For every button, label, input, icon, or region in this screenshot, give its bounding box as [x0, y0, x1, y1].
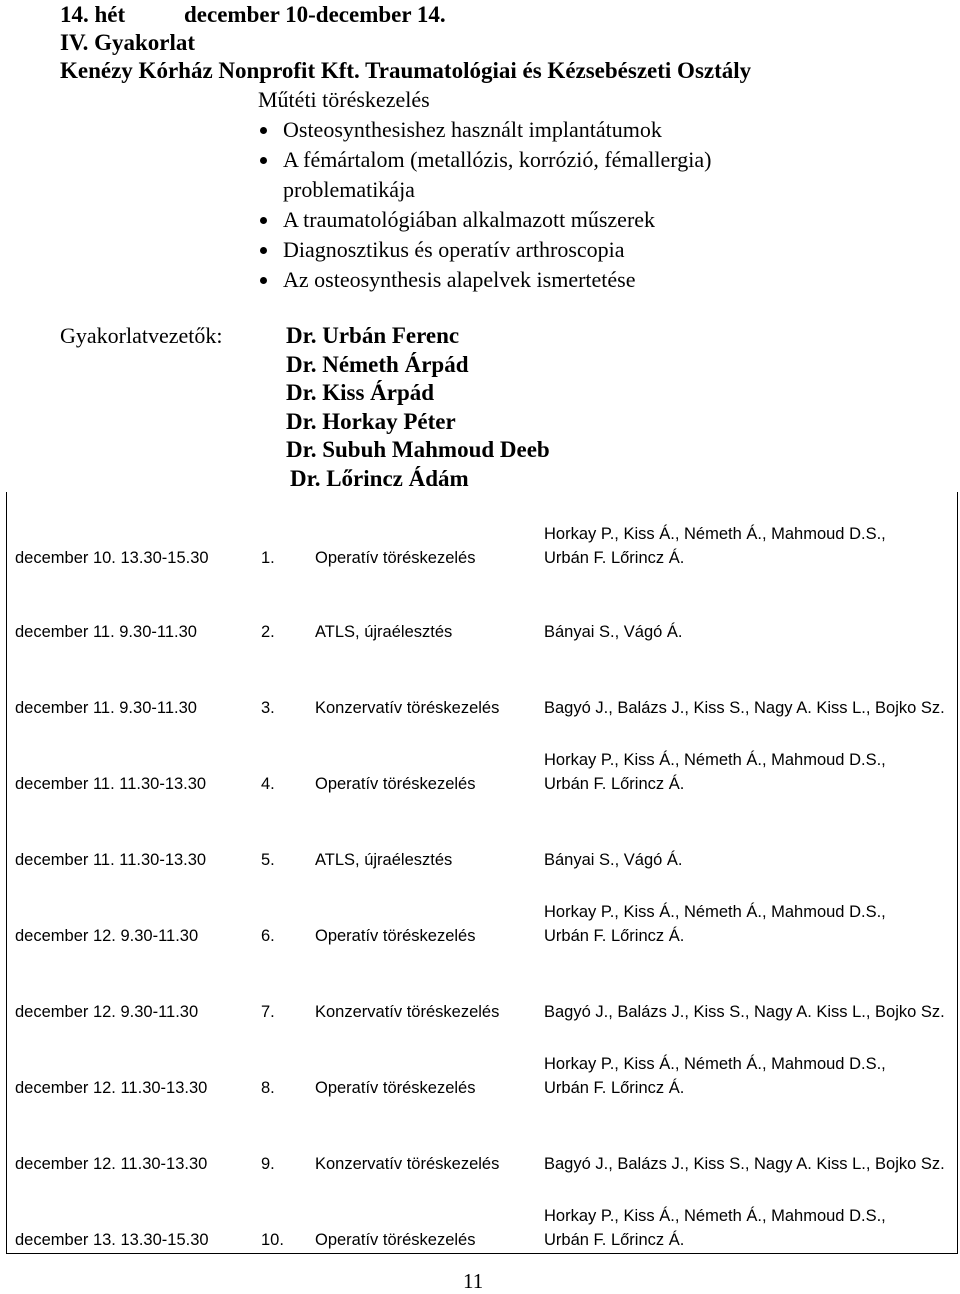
session-number: 2.: [261, 623, 275, 641]
session-leaders: Urbán F. Lőrincz Á.: [544, 1079, 685, 1097]
session-date: december 10. 13.30-15.30: [15, 549, 209, 567]
session-number: 6.: [261, 927, 275, 945]
session-number: 8.: [261, 1079, 275, 1097]
session-topic: ATLS, újraélesztés: [315, 851, 453, 869]
week-heading: [60, 1, 446, 29]
bullet-icon: [260, 277, 267, 284]
topic-item: Osteosynthesishez használt implantátumok: [258, 115, 783, 145]
session-topic: Konzervatív töréskezelés: [315, 1003, 500, 1021]
bullet-icon: [260, 127, 267, 134]
topic-item: Az osteosynthesis alapelvek ismertetése: [258, 265, 783, 295]
session-number: 7.: [261, 1003, 275, 1021]
session-leaders: Urbán F. Lőrincz Á.: [544, 927, 685, 945]
week-dates: december 10-december 14.: [184, 2, 446, 27]
leader-name: Dr. Subuh Mahmoud Deeb: [286, 437, 550, 463]
session-leaders: Urbán F. Lőrincz Á.: [544, 1231, 685, 1249]
session-number: 5.: [261, 851, 275, 869]
session-number: 9.: [261, 1155, 275, 1173]
leader-name: Dr. Urbán Ferenc: [286, 323, 460, 348]
session-number: 1.: [261, 549, 275, 567]
session-leaders: Horkay P., Kiss Á., Németh Á., Mahmoud D.S.,: [544, 903, 886, 921]
session-number: 4.: [261, 775, 275, 793]
session-date: december 13. 13.30-15.30: [15, 1231, 209, 1249]
week-label: 14. hét: [60, 2, 126, 27]
session-leaders: Horkay P., Kiss Á., Németh Á., Mahmoud D.S.,: [544, 1207, 886, 1225]
session-leaders: Horkay P., Kiss Á., Németh Á., Mahmoud D.S.,: [544, 525, 886, 543]
session-number: 10.: [261, 1231, 284, 1249]
session-topic: Operatív töréskezelés: [315, 1231, 476, 1249]
session-topic: Operatív töréskezelés: [315, 775, 476, 793]
session-topic: Operatív töréskezelés: [315, 927, 476, 945]
topic-item: A fémártalom (metallózis, korrózió, fémallergia) problematikája: [258, 145, 783, 205]
bullet-icon: [260, 247, 267, 254]
session-date: december 12. 9.30-11.30: [15, 1003, 199, 1021]
topic-item: A traumatológiában alkalmazott műszerek: [258, 205, 783, 235]
topic-title: Műtéti töréskezelés: [258, 87, 430, 112]
session-topic: ATLS, újraélesztés: [315, 623, 453, 641]
bullet-icon: [260, 217, 267, 224]
session-topic: Operatív töréskezelés: [315, 1079, 476, 1097]
leader-name: Dr. Horkay Péter: [286, 408, 456, 434]
topic-item: Diagnosztikus és operatív arthroscopia: [258, 235, 783, 265]
session-topic: Konzervatív töréskezelés: [315, 1155, 500, 1173]
session-topic: Operatív töréskezelés: [315, 549, 476, 567]
page-number: 11: [463, 1269, 484, 1293]
leader-name: Dr. Kiss Árpád: [286, 380, 435, 406]
session-leaders: Bagyó J., Balázs J., Kiss S., Nagy A. Kiss L., Bojko Sz.: [544, 1003, 945, 1021]
session-leaders: Bányai S., Vágó Á.: [544, 851, 683, 869]
hospital-heading: Kenézy Kórház Nonprofit Kft. Traumatológiai és Kézsebészeti Osztály: [60, 58, 752, 83]
session-date: december 11. 11.30-13.30: [15, 775, 207, 793]
session-leaders: Horkay P., Kiss Á., Németh Á., Mahmoud D.S.,: [544, 1055, 886, 1073]
session-leaders: Bagyó J., Balázs J., Kiss S., Nagy A. Kiss L., Bojko Sz.: [544, 699, 945, 717]
session-leaders: Horkay P., Kiss Á., Németh Á., Mahmoud D.S.,: [544, 751, 886, 769]
session-date: december 11. 9.30-11.30: [15, 699, 197, 717]
session-leaders: Urbán F. Lőrincz Á.: [544, 775, 685, 793]
session-date: december 12. 11.30-13.30: [15, 1079, 208, 1097]
leader-name: Dr. Németh Árpád: [286, 351, 469, 377]
session-date: december 12. 9.30-11.30: [15, 927, 199, 945]
session-leaders: Urbán F. Lőrincz Á.: [544, 549, 685, 567]
session-topic: Konzervatív töréskezelés: [315, 699, 500, 717]
bullet-icon: [260, 157, 267, 164]
practice-heading: IV. Gyakorlat: [60, 30, 196, 55]
session-leaders: Bányai S., Vágó Á.: [544, 623, 683, 641]
session-leaders: Bagyó J., Balázs J., Kiss S., Nagy A. Kiss L., Bojko Sz.: [544, 1155, 945, 1173]
session-date: december 11. 9.30-11.30: [15, 623, 197, 641]
session-date: december 12. 11.30-13.30: [15, 1155, 208, 1173]
schedule-table: [6, 492, 958, 1254]
leaders-label: Gyakorlatvezetők:: [60, 323, 223, 348]
leader-name: Dr. Lőrincz Ádám: [290, 465, 469, 491]
session-number: 3.: [261, 699, 275, 717]
topic-list: [258, 115, 783, 295]
leaders-list: [286, 322, 550, 494]
session-date: december 11. 11.30-13.30: [15, 851, 207, 869]
